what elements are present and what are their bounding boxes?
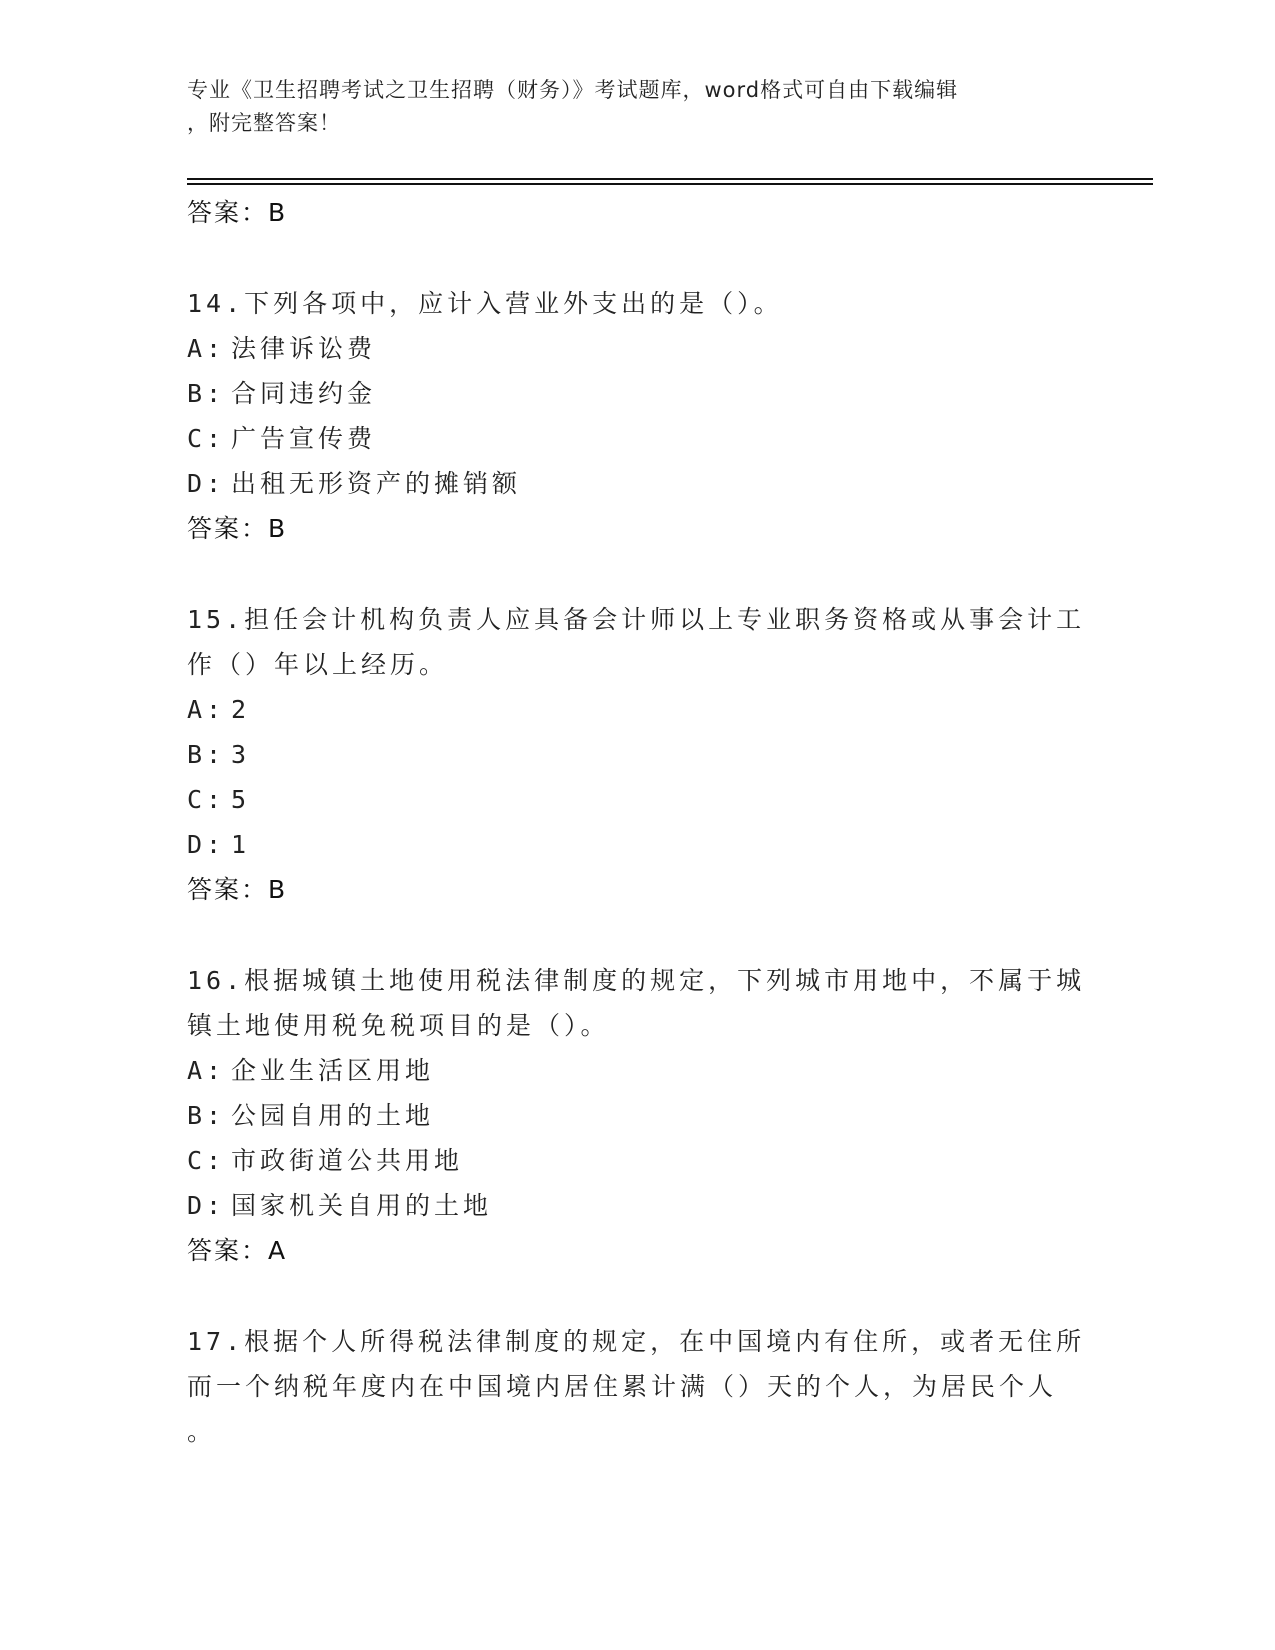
question-line: 15.担任会计机构负责人应具备会计师以上专业职务资格或从事会计工 (187, 605, 1086, 634)
header-line-1: 专业《卫生招聘考试之卫生招聘（财务）》考试题库，word格式可自由下载编辑 (187, 78, 959, 102)
option-d (187, 1183, 1087, 1228)
option-d (187, 461, 1087, 506)
spacer (187, 1273, 1087, 1319)
question-line: 作（）年以上经历。 (187, 650, 449, 679)
option-text: 公园自用的土地 (231, 1101, 435, 1130)
question-line: 17.根据个人所得税法律制度的规定，在中国境内有住所，或者无住所 (187, 1327, 1086, 1356)
option-key: C: (187, 785, 226, 814)
question-line: 16.根据城镇土地使用税法律制度的规定，下列城市用地中，不属于城 (187, 966, 1086, 995)
option-text: 出租无形资产的摊销额 (231, 469, 522, 498)
header-rule-top (187, 178, 1153, 180)
option-text: 5 (231, 785, 251, 814)
option-a (187, 326, 1087, 371)
option-text: 广告宣传费 (231, 424, 377, 453)
option-key: B: (187, 740, 226, 769)
answer-line: 答案：B (187, 514, 288, 543)
option-c (187, 1138, 1087, 1183)
option-key: B: (187, 1101, 226, 1130)
option-key: A: (187, 1056, 226, 1085)
question-line: 镇土地使用税免税项目的是（）。 (187, 1011, 610, 1040)
option-c (187, 777, 1087, 822)
option-text: 1 (231, 830, 251, 859)
answer-line: 答案：B (187, 198, 288, 227)
option-key: D: (187, 830, 226, 859)
spacer (187, 551, 1087, 597)
question-line: 。 (187, 1417, 217, 1446)
question-line: 而一个纳税年度内在中国境内居住累计满（）天的个人，为居民个人 (187, 1372, 1058, 1401)
question-block-15 (187, 597, 1087, 912)
option-c (187, 416, 1087, 461)
option-key: C: (187, 424, 226, 453)
question-block-16 (187, 958, 1087, 1273)
option-key: A: (187, 334, 226, 363)
question-list (187, 190, 1087, 1454)
option-text: 合同违约金 (231, 379, 377, 408)
page-header (187, 74, 1067, 140)
option-text: 2 (231, 695, 251, 724)
option-a (187, 1048, 1087, 1093)
option-key: A: (187, 695, 226, 724)
option-b (187, 1093, 1087, 1138)
spacer (187, 235, 1087, 281)
option-a (187, 687, 1087, 732)
option-text: 市政街道公共用地 (231, 1146, 464, 1175)
header-line-2: ，附完整答案！ (187, 111, 341, 135)
option-text: 企业生活区用地 (231, 1056, 435, 1085)
option-b (187, 732, 1087, 777)
option-text: 法律诉讼费 (231, 334, 377, 363)
question-line: 14.下列各项中，应计入营业外支出的是（）。 (187, 289, 783, 318)
option-b (187, 371, 1087, 416)
header-rule-bottom (187, 183, 1153, 185)
option-key: C: (187, 1146, 226, 1175)
option-key: D: (187, 469, 226, 498)
answer-line: 答案：A (187, 1236, 288, 1265)
option-d (187, 822, 1087, 867)
option-key: B: (187, 379, 226, 408)
option-text: 3 (231, 740, 251, 769)
option-text: 国家机关自用的土地 (231, 1191, 493, 1220)
option-key: D: (187, 1191, 226, 1220)
question-block-14 (187, 281, 1087, 551)
answer-line: 答案：B (187, 875, 288, 904)
question-block-17 (187, 1319, 1087, 1454)
spacer (187, 912, 1087, 958)
